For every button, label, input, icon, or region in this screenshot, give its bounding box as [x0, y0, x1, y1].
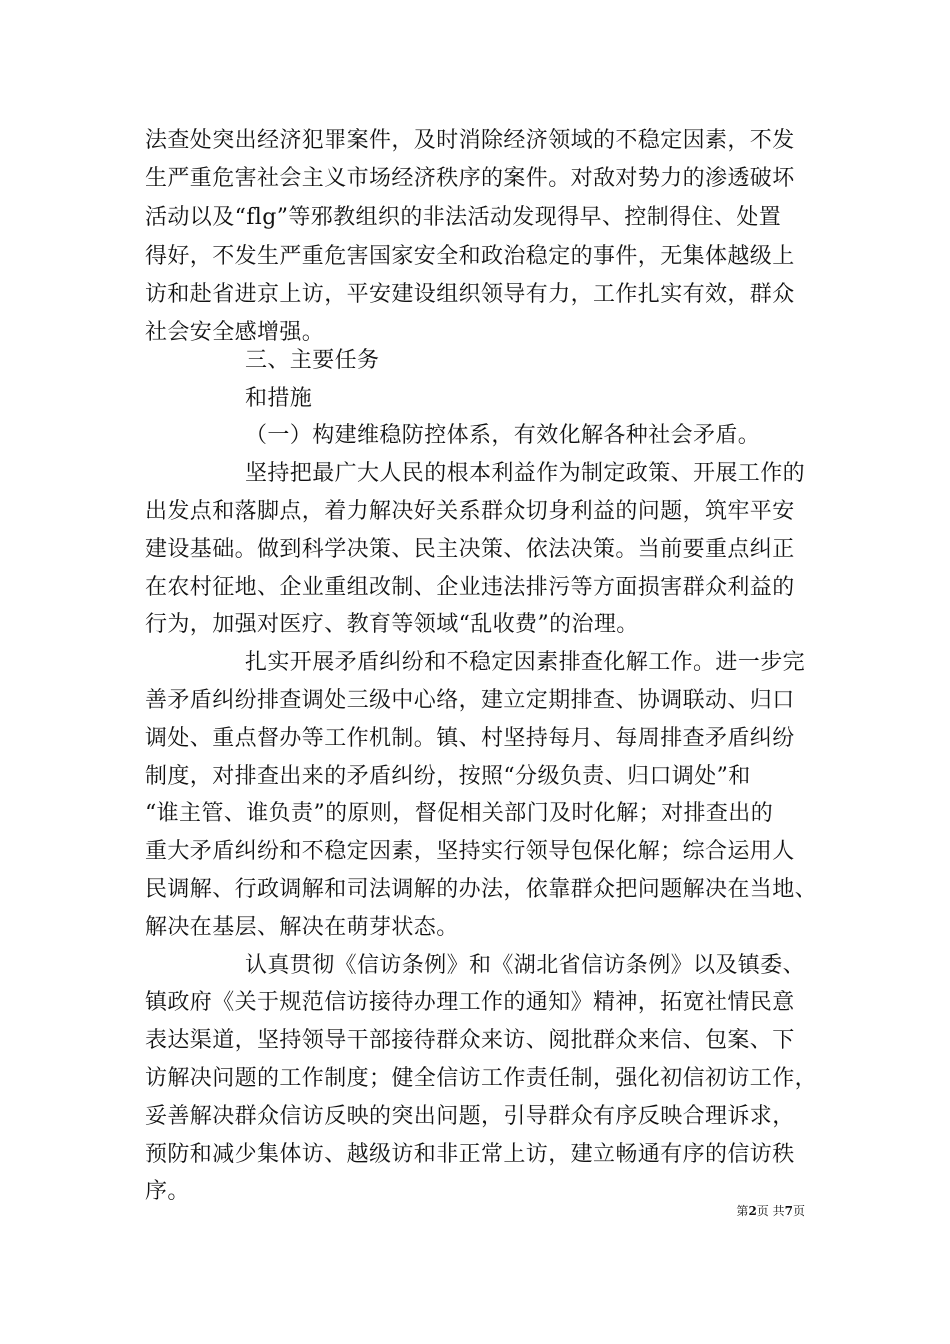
subheading: （一）构建维稳防控体系，有效化解各种社会矛盾。: [245, 423, 761, 448]
section-heading: 和措施: [245, 386, 313, 411]
text-line: 社会安全感增强。: [145, 320, 325, 345]
text-line: 在农村征地、企业重组改制、企业违法排污等方面损害群众利益的: [145, 575, 795, 600]
text-line: 镇政府《关于规范信访接待办理工作的通知》精神，拓宽社情民意: [145, 990, 795, 1015]
text-line: 访和赴省进京上访，平安建设组织领导有力，工作扎实有效，群众: [145, 282, 795, 307]
text-line: 得好，不发生严重危害国家安全和政治稳定的事件，无集体越级上: [145, 244, 795, 269]
text-line: 民调解、行政调解和司法调解的办法，依靠群众把问题解决在当地、: [145, 877, 818, 902]
text-line: 善矛盾纠纷排查调处三级中心络，建立定期排查、协调联动、归口: [145, 688, 795, 713]
text-line: 建设基础。做到科学决策、民主决策、依法决策。当前要重点纠正: [145, 537, 795, 562]
text-line: “谁主管、谁负责”的原则，督促相关部门及时化解；对排查出的: [145, 801, 774, 826]
text-line: 解决在基层、解决在萌芽状态。: [145, 915, 459, 940]
page-prefix: 第: [736, 1204, 749, 1218]
text-line: 序。: [145, 1179, 190, 1204]
text-line: 表达渠道，坚持领导干部接待群众来访、阅批群众来信、包案、下: [145, 1028, 795, 1053]
text-line: 认真贯彻《信访条例》和《湖北省信访条例》以及镇委、: [245, 953, 806, 978]
text-line: 制度，对排查出来的矛盾纠纷，按照“分级负责、归口调处”和: [145, 764, 751, 789]
text-line: 生严重危害社会主义市场经济秩序的案件。对敌对势力的渗透破坏: [145, 166, 795, 191]
text-line: 预防和减少集体访、越级访和非正常上访，建立畅通有序的信访秩: [145, 1142, 795, 1167]
text-line: 扎实开展矛盾纠纷和不稳定因素排查化解工作。进一步完: [245, 650, 806, 675]
text-line: 坚持把最广大人民的根本利益作为制定政策、开展工作的: [245, 461, 806, 486]
text-line: 活动以及“flg”等邪教组织的非法活动发现得早、控制得住、处置: [145, 205, 782, 230]
text-line: 重大矛盾纠纷和不稳定因素，坚持实行领导包保化解；综合运用人: [145, 839, 795, 864]
section-heading: 三、主要任务: [245, 348, 380, 373]
text-line: 妥善解决群众信访反映的突出问题，引导群众有序反映合理诉求，: [145, 1104, 795, 1129]
text-line: 法查处突出经济犯罪案件，及时消除经济领域的不稳定因素，不发: [145, 128, 795, 153]
page-total: 7: [784, 1204, 793, 1218]
text-line: 出发点和落脚点，着力解决好关系群众切身利益的问题，筑牢平安: [145, 499, 795, 524]
page-number: [736, 1203, 805, 1219]
text-line: 行为，加强对医疗、教育等领域“乱收费”的治理。: [145, 612, 639, 637]
page-middle: 页 共: [756, 1204, 785, 1218]
page-current: 2: [748, 1204, 757, 1218]
text-line: 调处、重点督办等工作机制。镇、村坚持每月、每周排查矛盾纠纷: [145, 726, 795, 751]
text-line: 访解决问题的工作制度；健全信访工作责任制，强化初信初访工作，: [145, 1066, 818, 1091]
page-suffix: 页: [792, 1204, 805, 1218]
